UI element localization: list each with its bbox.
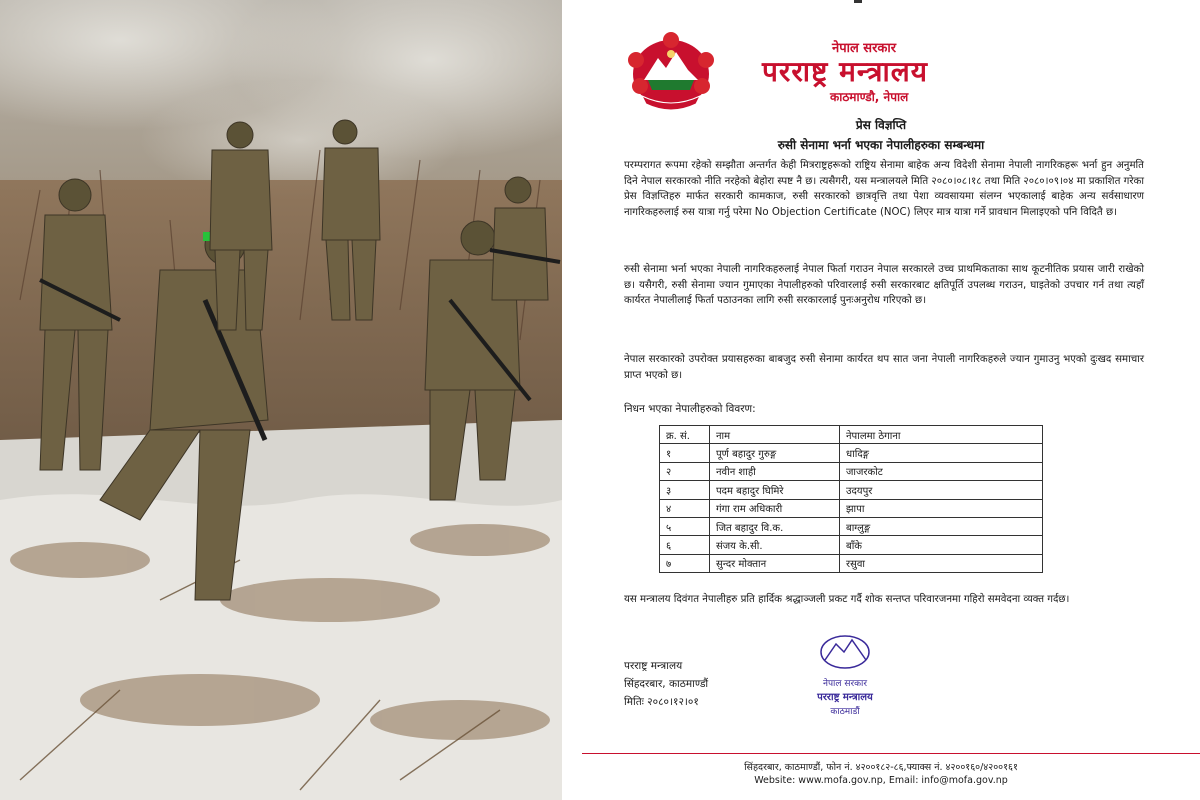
paragraph-2: रुसी सेनामा भर्ना भएका नेपाली नागरिकहरुलाई नेपाल फिर्ता गराउन नेपाल सरकारले उच्च प्राथमिकताका साथ कूटनीतिक प्रयास जारी राखेको छ। यसैगरी, रुसी सेनामा ज्यान गुमाएका नेपालीहरुको परिवारलाई रुसी सरकारबाट क्षतिपूर्ति उपलब्ध गराउन, घाइतेको उपचार गर्न तथा त्यहाँ कार्यरत नेपालीलाई फिर्ता पठाउनका लागि रुसी सरकारलाई पुनःअनुरोध गरिएको छ। — [624, 264, 1144, 306]
cell-name: नवीन शाही — [710, 462, 840, 480]
cell-serial: ३ — [660, 481, 710, 499]
header-address: नेपालमा ठेगाना — [840, 426, 1043, 444]
cell-serial: २ — [660, 462, 710, 480]
letterhead-government: नेपाल सरकार — [832, 41, 897, 56]
header-name: नाम — [710, 426, 840, 444]
paragraph-4: यस मन्त्रालय दिवंगत नेपालीहरु प्रति हार्दिक श्रद्धाञ्जली प्रकट गर्दै शोक सन्तप्त परिवारजनमा गहिरो समवेदना व्यक्त गर्दछ। — [624, 594, 1070, 605]
table-row — [660, 481, 1043, 499]
footer-contact: सिंहदरबार, काठमाण्डौं, फोन नं. ४२००१८२-८६,फ्याक्स नं. ४२००१६०/४२००१६१ — [744, 762, 1018, 773]
cell-address: रसुवा — [840, 554, 1043, 572]
letterhead-ministry: परराष्ट्र मन्त्रालय — [762, 55, 928, 88]
letterhead-location: काठमाण्डौ, नेपाल — [830, 90, 909, 104]
cell-name: संजय के.सी. — [710, 536, 840, 554]
press-release-title: प्रेस विज्ञप्ति — [855, 118, 907, 132]
signature-address: सिंहदरबार, काठमाण्डौं — [624, 678, 709, 690]
press-release-subject: रुसी सेनामा भर्ना भएका नेपालीहरुका सम्बन्धमा — [777, 138, 985, 152]
table-header-row — [660, 426, 1043, 444]
seal-line-2: परराष्ट्र मन्त्रालय — [817, 692, 873, 703]
footer-divider — [582, 753, 1200, 754]
seal-line-3: काठमाडौं — [830, 707, 860, 717]
table-row — [660, 554, 1043, 572]
page-top-mark — [854, 0, 862, 3]
deceased-table — [659, 425, 1043, 573]
paragraph-3: नेपाल सरकारको उपरोक्त प्रयासहरुका बाबजुद रुसी सेनामा कार्यरत थप सात जना नेपाली नागरिकहरुले ज्यान गुमाउनु भएको दुःखद समाचार प्राप्त भएको छ। — [624, 354, 1144, 381]
table-row — [660, 536, 1043, 554]
signature-date: मितिः २०८०।१२।०१ — [624, 696, 699, 708]
signature-office: परराष्ट्र मन्त्रालय — [624, 660, 683, 672]
paragraph-1: परम्परागत रूपमा रहेको सम्झौता अन्तर्गत केही मित्रराष्ट्रहरूको राष्ट्रिय सेनामा बाहेक अन्य विदेशी सेनामा नेपाली नागरिकहरू भर्ना हुन अनुमति दिने नेपाल सरकारको नीति नरहेको बेहोरा स्पष्ट नै छ। त्यसैगरी, यस मन्त्रालयले मिति २०८०।०८।१८ तथा मिति २०८०।०९।०४ मा प्रकाशित गरेका प्रेस विज्ञप्तिहरु मार्फत सरकारी कामकाज, रुसी सरकारको छात्रवृत्ति तथा पेशा व्यवसायमा संलग्न भएकालाई बाहेक अन्य सर्वसाधारण नागरिकहरुलाई रुस यात्रा गर्नु परेमा No Objection Certificate (NOC) लिएर मात्र यात्रा गर्ने प्रावधान मिलाइएको पनि विदितै छ। — [624, 160, 1144, 218]
cell-address: धादिङ्ग — [840, 444, 1043, 462]
cell-name: गंगा राम अधिकारी — [710, 499, 840, 517]
cell-name: पूर्ण बहादुर गुरुङ्ग — [710, 444, 840, 462]
table-caption: निधन भएका नेपालीहरुको विवरण: — [624, 403, 756, 415]
cell-address: उदयपुर — [840, 481, 1043, 499]
cell-address: जाजरकोट — [840, 462, 1043, 480]
cell-serial: ७ — [660, 554, 710, 572]
cell-address: बाग्लुङ्ग — [840, 517, 1043, 535]
table-row — [660, 444, 1043, 462]
cell-address: झापा — [840, 499, 1043, 517]
table-row — [660, 462, 1043, 480]
nepal-coat-of-arms-icon — [626, 30, 716, 112]
table-row — [660, 517, 1043, 535]
cell-serial: ६ — [660, 536, 710, 554]
cell-serial: १ — [660, 444, 710, 462]
cell-name: सुन्दर मोक्तान — [710, 554, 840, 572]
footer-web: Website: www.mofa.gov.np, Email: info@mofa.gov.np — [754, 775, 1008, 786]
cell-serial: ४ — [660, 499, 710, 517]
ministry-seal-icon — [800, 630, 890, 720]
cell-address: बाँके — [840, 536, 1043, 554]
header-serial: क्र. सं. — [660, 426, 710, 444]
cell-name: पदम बहादुर घिमिरे — [710, 481, 840, 499]
table-row — [660, 499, 1043, 517]
press-release-document — [562, 0, 1200, 800]
seal-line-1: नेपाल सरकार — [822, 679, 868, 689]
soldiers-photo-illustration — [0, 0, 562, 800]
cell-name: जित बहादुर वि.क. — [710, 517, 840, 535]
cell-serial: ५ — [660, 517, 710, 535]
soldiers-photo — [0, 0, 562, 800]
